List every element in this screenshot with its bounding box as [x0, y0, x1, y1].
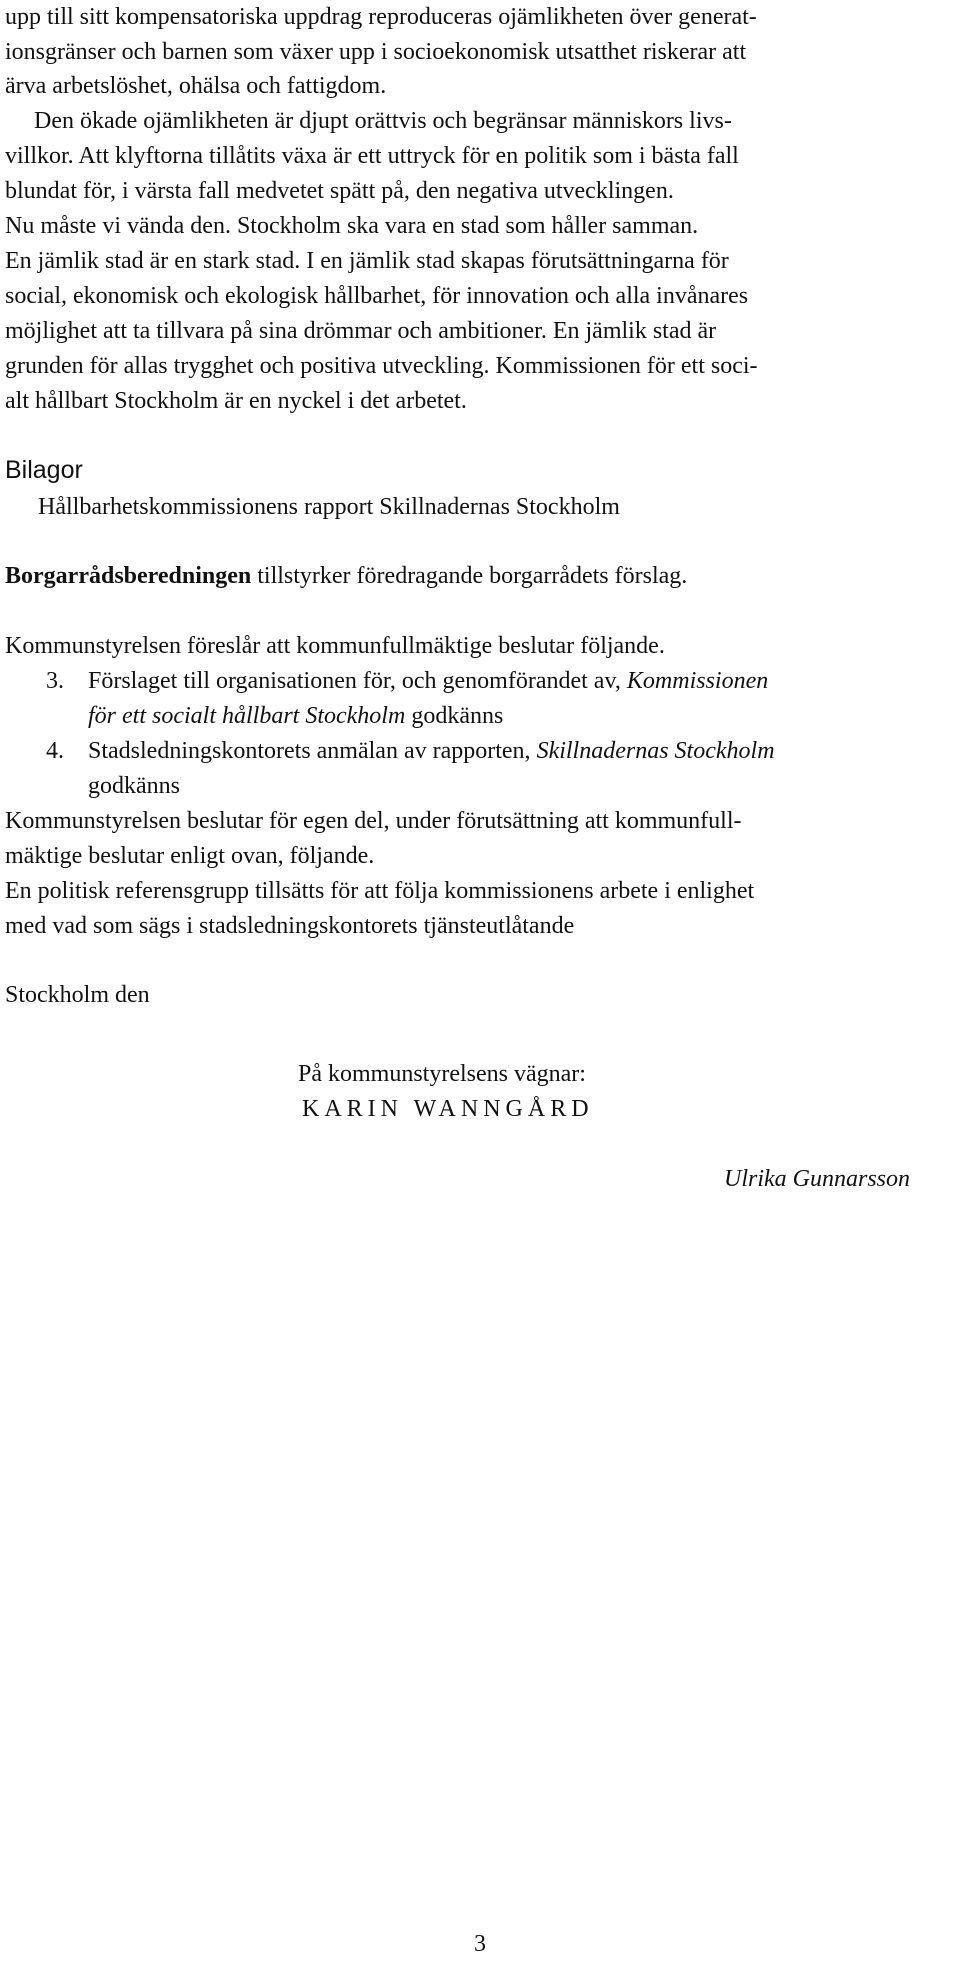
reference-group-text: med vad som sägs i stadsledningskontorets tjänsteutlåtande: [5, 913, 575, 939]
place-date: Stockholm den: [5, 982, 150, 1008]
body-line: ärva arbetslöshet, ohälsa och fattigdom.: [5, 73, 387, 99]
body-line: villkor. Att klyftorna tillåtits växa är ett uttryck för en politik som i bästa fall: [5, 143, 739, 169]
on-behalf-label: På kommunstyrelsens vägnar:: [298, 1061, 586, 1087]
ks-own-decision: mäktige beslutar enligt ovan, följande.: [5, 843, 375, 869]
body-line: grunden för allas trygghet och positiva utveckling. Kommissionen för ett soci-: [5, 353, 758, 379]
reference-group-text: En politisk referensgrupp tillsätts för att följa kommissionens arbete i enlighet: [5, 878, 755, 904]
chair-name: KARIN WANNGÅRD: [302, 1096, 594, 1122]
item-number: 4.: [46, 738, 64, 764]
borgarrad-statement: [5, 561, 955, 591]
bilagor-item: Hållbarhetskommissionens rapport Skillnadernas Stockholm: [38, 494, 620, 520]
bilagor-heading: Bilagor: [5, 456, 83, 484]
body-line: möjlighet att ta tillvara på sina drömmar och ambitioner. En jämlik stad är: [5, 318, 717, 344]
ks-own-decision: Kommunstyrelsen beslutar för egen del, under förutsättning att kommunfull-: [5, 808, 742, 834]
body-line: social, ekonomisk och ekologisk hållbarhet, för innovation och alla invånares: [5, 283, 749, 309]
body-line: upp till sitt kompensatoriska uppdrag reproduceras ojämlikheten över generat-: [5, 4, 757, 30]
item-number: 3.: [46, 668, 64, 694]
item-text: Förslaget till organisationen för, och genomförandet av, Kommissionen: [88, 668, 769, 694]
ks-proposal: Kommunstyrelsen föreslår att kommunfullmäktige beslutar följande.: [5, 633, 665, 659]
body-line: blundat för, i värsta fall medvetet spätt på, den negativa utvecklingen.: [5, 178, 674, 204]
body-line: alt hållbart Stockholm är en nyckel i det arbetet.: [5, 388, 467, 414]
borgarrad-text: tillstyrker föredragande borgarrådets förslag.: [251, 563, 688, 589]
borgarrad-name: Borgarrådsberedningen: [5, 563, 252, 589]
item-text: godkänns: [88, 773, 180, 799]
body-line: Den ökade ojämlikheten är djupt orättvis och begränsar människors livs-: [34, 108, 732, 134]
body-line: ionsgränser och barnen som växer upp i socioekonomisk utsatthet riskerar att: [5, 39, 747, 65]
page-number: 3: [474, 1931, 486, 1957]
item-text: Stadsledningskontorets anmälan av rapporten, Skillnadernas Stockholm: [88, 738, 775, 764]
body-line: En jämlik stad är en stark stad. I en jämlik stad skapas förutsättningarna för: [5, 248, 729, 274]
secretary-name: Ulrika Gunnarsson: [724, 1166, 911, 1192]
item-text: för ett socialt hållbart Stockholm godkänns: [88, 703, 504, 729]
body-line: Nu måste vi vända den. Stockholm ska vara en stad som håller samman.: [5, 213, 699, 239]
